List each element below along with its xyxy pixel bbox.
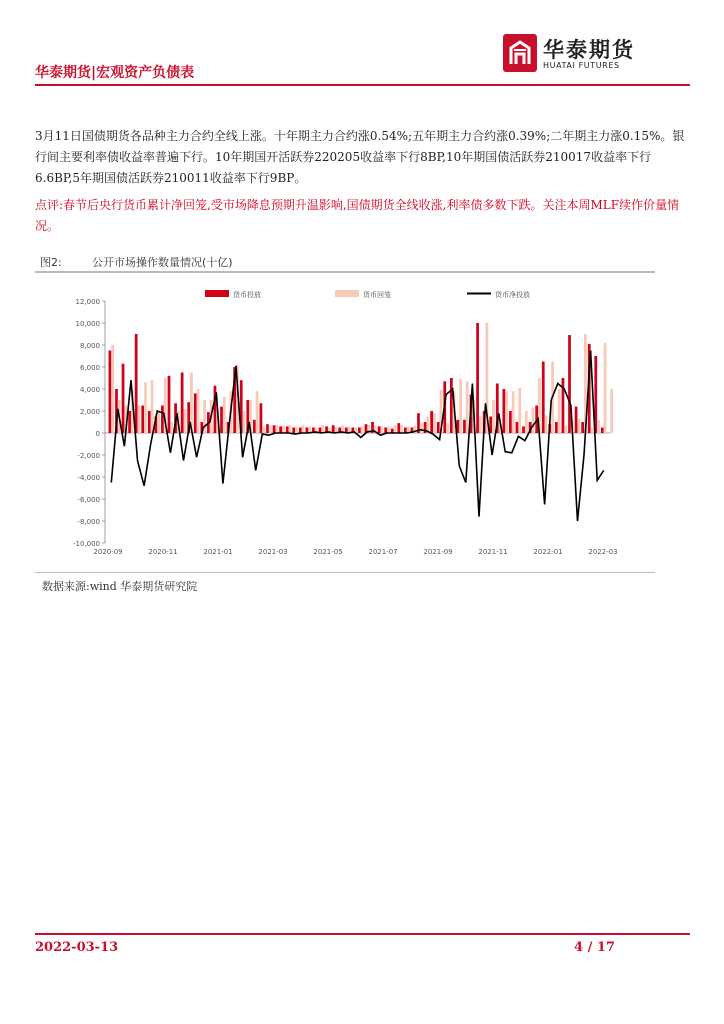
market-summary-paragraph: 3月11日国债期货各品种主力合约全线上涨。十年期主力合约涨0.54%;五年期主力合约涨0.39%;二年期主力涨0.15%。银行间主要利率债收益率普遍下行。10年期国开活跃券220205收益率下行8BP,10年期国债活跃券210017收益率下行6.6BP,5年期国债活跃券210011收益率下行9BP。	[35, 129, 685, 185]
bar-money-withdrawal	[466, 381, 469, 433]
x-tick-label: 2021-11	[478, 548, 508, 556]
series-line-net-injection	[111, 351, 603, 522]
logo-name-cn: 华泰期货	[543, 38, 635, 62]
x-tick-label: 2021-05	[313, 548, 343, 556]
figure-top-rule	[35, 271, 655, 273]
open-market-chart	[35, 278, 655, 568]
bar-money-injection	[273, 425, 276, 433]
bar-money-withdrawal	[558, 389, 561, 433]
y-tick-label: -8,000	[77, 518, 100, 526]
legend-label: 货币回笼	[363, 291, 391, 299]
bar-money-injection	[299, 428, 302, 434]
bar-money-withdrawal	[591, 428, 594, 434]
bar-money-withdrawal	[420, 423, 423, 433]
y-tick-label: -10,000	[72, 540, 100, 548]
bar-money-withdrawal	[243, 411, 246, 433]
x-tick-label: 2020-11	[148, 548, 178, 556]
x-tick-label: 2021-01	[203, 548, 233, 556]
y-tick-label: -6,000	[77, 496, 100, 504]
bar-money-injection	[286, 426, 289, 433]
bar-money-injection	[220, 407, 223, 433]
logo-icon	[503, 34, 537, 72]
chart-svg	[35, 278, 655, 568]
legend-swatch	[335, 290, 359, 297]
footer-page-number: 4 / 17	[574, 940, 615, 955]
logo-name-en: HUATAI FUTURES	[543, 61, 620, 70]
bar-money-injection	[575, 407, 578, 433]
legend-label: 货币投放	[233, 291, 261, 299]
bar-money-withdrawal	[256, 391, 259, 433]
bar-money-withdrawal	[361, 426, 364, 433]
bar-money-injection	[397, 423, 400, 433]
bar-money-withdrawal	[610, 389, 613, 433]
bar-money-injection	[581, 422, 584, 433]
bar-money-injection	[135, 334, 138, 433]
x-tick-label: 2020-09	[93, 548, 123, 556]
x-tick-label: 2021-03	[258, 548, 288, 556]
bar-money-injection	[253, 420, 256, 433]
bar-money-withdrawal	[577, 419, 580, 433]
bar-money-withdrawal	[433, 413, 436, 433]
bar-money-injection	[384, 428, 387, 434]
header-rule	[35, 84, 690, 86]
y-tick-label: 12,000	[75, 298, 100, 306]
bar-money-withdrawal	[479, 417, 482, 434]
bar-money-injection	[378, 426, 381, 433]
bar-money-injection	[404, 428, 407, 434]
y-tick-label: 6,000	[79, 364, 100, 372]
bar-money-withdrawal	[223, 397, 226, 433]
bar-money-withdrawal	[564, 425, 567, 433]
y-tick-label: 0	[95, 430, 100, 438]
bar-money-injection	[358, 428, 361, 434]
bar-money-withdrawal	[184, 409, 187, 433]
company-logo	[503, 34, 653, 74]
bar-money-withdrawal	[400, 425, 403, 433]
bar-money-injection	[305, 428, 308, 434]
bar-money-injection	[148, 411, 151, 433]
header-title: 华泰期货|宏观资产负债表	[35, 65, 195, 81]
data-source: 数据来源:wind 华泰期货研究院	[42, 580, 198, 593]
bar-money-withdrawal	[512, 391, 515, 433]
bar-money-withdrawal	[518, 388, 521, 433]
bar-money-withdrawal	[269, 425, 272, 433]
legend-label: 货币净投放	[495, 291, 530, 299]
bar-money-injection	[568, 335, 571, 433]
y-tick-label: -4,000	[77, 474, 100, 482]
bar-money-withdrawal	[111, 345, 114, 433]
y-tick-label: 2,000	[79, 408, 100, 416]
bar-money-injection	[181, 373, 184, 434]
bar-money-injection	[194, 393, 197, 433]
bar-money-withdrawal	[459, 379, 462, 433]
bar-money-withdrawal	[525, 411, 528, 433]
figure-bottom-rule	[35, 572, 655, 573]
bar-money-injection	[141, 406, 144, 434]
bar-money-withdrawal	[262, 426, 265, 433]
bar-money-injection	[522, 426, 525, 433]
figure-label: 图2:	[40, 256, 62, 269]
bar-money-withdrawal	[446, 423, 449, 433]
bar-money-injection	[161, 406, 164, 434]
bar-money-injection	[542, 362, 545, 434]
y-tick-label: -2,000	[77, 452, 100, 460]
bar-money-injection	[128, 411, 131, 433]
bar-money-injection	[122, 364, 125, 433]
bar-money-withdrawal	[545, 415, 548, 433]
commentary-paragraph: 点评:春节后央行货币累计净回笼,受市场降息预期升温影响,国债期货全线收涨,利率债多数下跌。关注本周MLF续作价量情况。	[35, 198, 680, 233]
bar-money-withdrawal	[197, 389, 200, 433]
y-tick-label: 10,000	[75, 320, 100, 328]
bar-money-injection	[509, 411, 512, 433]
figure-title: 公开市场操作数量情况(十亿)	[92, 256, 233, 269]
bar-money-withdrawal	[604, 343, 607, 433]
bar-money-withdrawal	[170, 422, 173, 433]
bar-money-withdrawal	[492, 400, 495, 433]
bar-money-injection	[260, 403, 263, 433]
bar-money-injection	[430, 411, 433, 433]
bar-money-withdrawal	[138, 406, 141, 434]
bar-money-withdrawal	[151, 380, 154, 433]
bar-money-injection	[168, 376, 171, 433]
x-tick-label: 2022-03	[588, 548, 618, 556]
bar-money-injection	[450, 378, 453, 433]
bar-money-injection	[109, 351, 112, 434]
bar-money-withdrawal	[302, 425, 305, 433]
bar-money-injection	[463, 420, 466, 433]
bar-money-injection	[555, 422, 558, 433]
bar-money-injection	[516, 422, 519, 433]
bar-money-withdrawal	[295, 426, 298, 433]
bar-money-withdrawal	[597, 420, 600, 433]
bar-money-withdrawal	[275, 425, 278, 433]
bar-money-injection	[292, 428, 295, 434]
footer-rule	[35, 933, 690, 935]
bar-money-withdrawal	[289, 425, 292, 433]
footer-date: 2022-03-13	[35, 940, 119, 955]
y-tick-label: 8,000	[79, 342, 100, 350]
x-tick-label: 2021-07	[368, 548, 398, 556]
legend-swatch	[205, 290, 229, 297]
y-tick-label: 4,000	[79, 386, 100, 394]
x-tick-label: 2021-09	[423, 548, 453, 556]
bar-money-injection	[502, 389, 505, 433]
bar-money-withdrawal	[531, 408, 534, 433]
x-tick-label: 2022-01	[533, 548, 563, 556]
bar-money-withdrawal	[387, 426, 390, 433]
bar-money-injection	[437, 422, 440, 433]
bar-money-withdrawal	[380, 426, 383, 433]
bar-money-injection	[476, 323, 479, 433]
bar-money-withdrawal	[282, 425, 285, 433]
bar-money-withdrawal	[505, 391, 508, 433]
bar-money-withdrawal	[157, 411, 160, 433]
bar-money-withdrawal	[144, 382, 147, 433]
bar-money-injection	[266, 424, 269, 433]
bar-money-injection	[601, 428, 604, 434]
bar-money-injection	[279, 426, 282, 433]
bar-money-withdrawal	[394, 425, 397, 433]
